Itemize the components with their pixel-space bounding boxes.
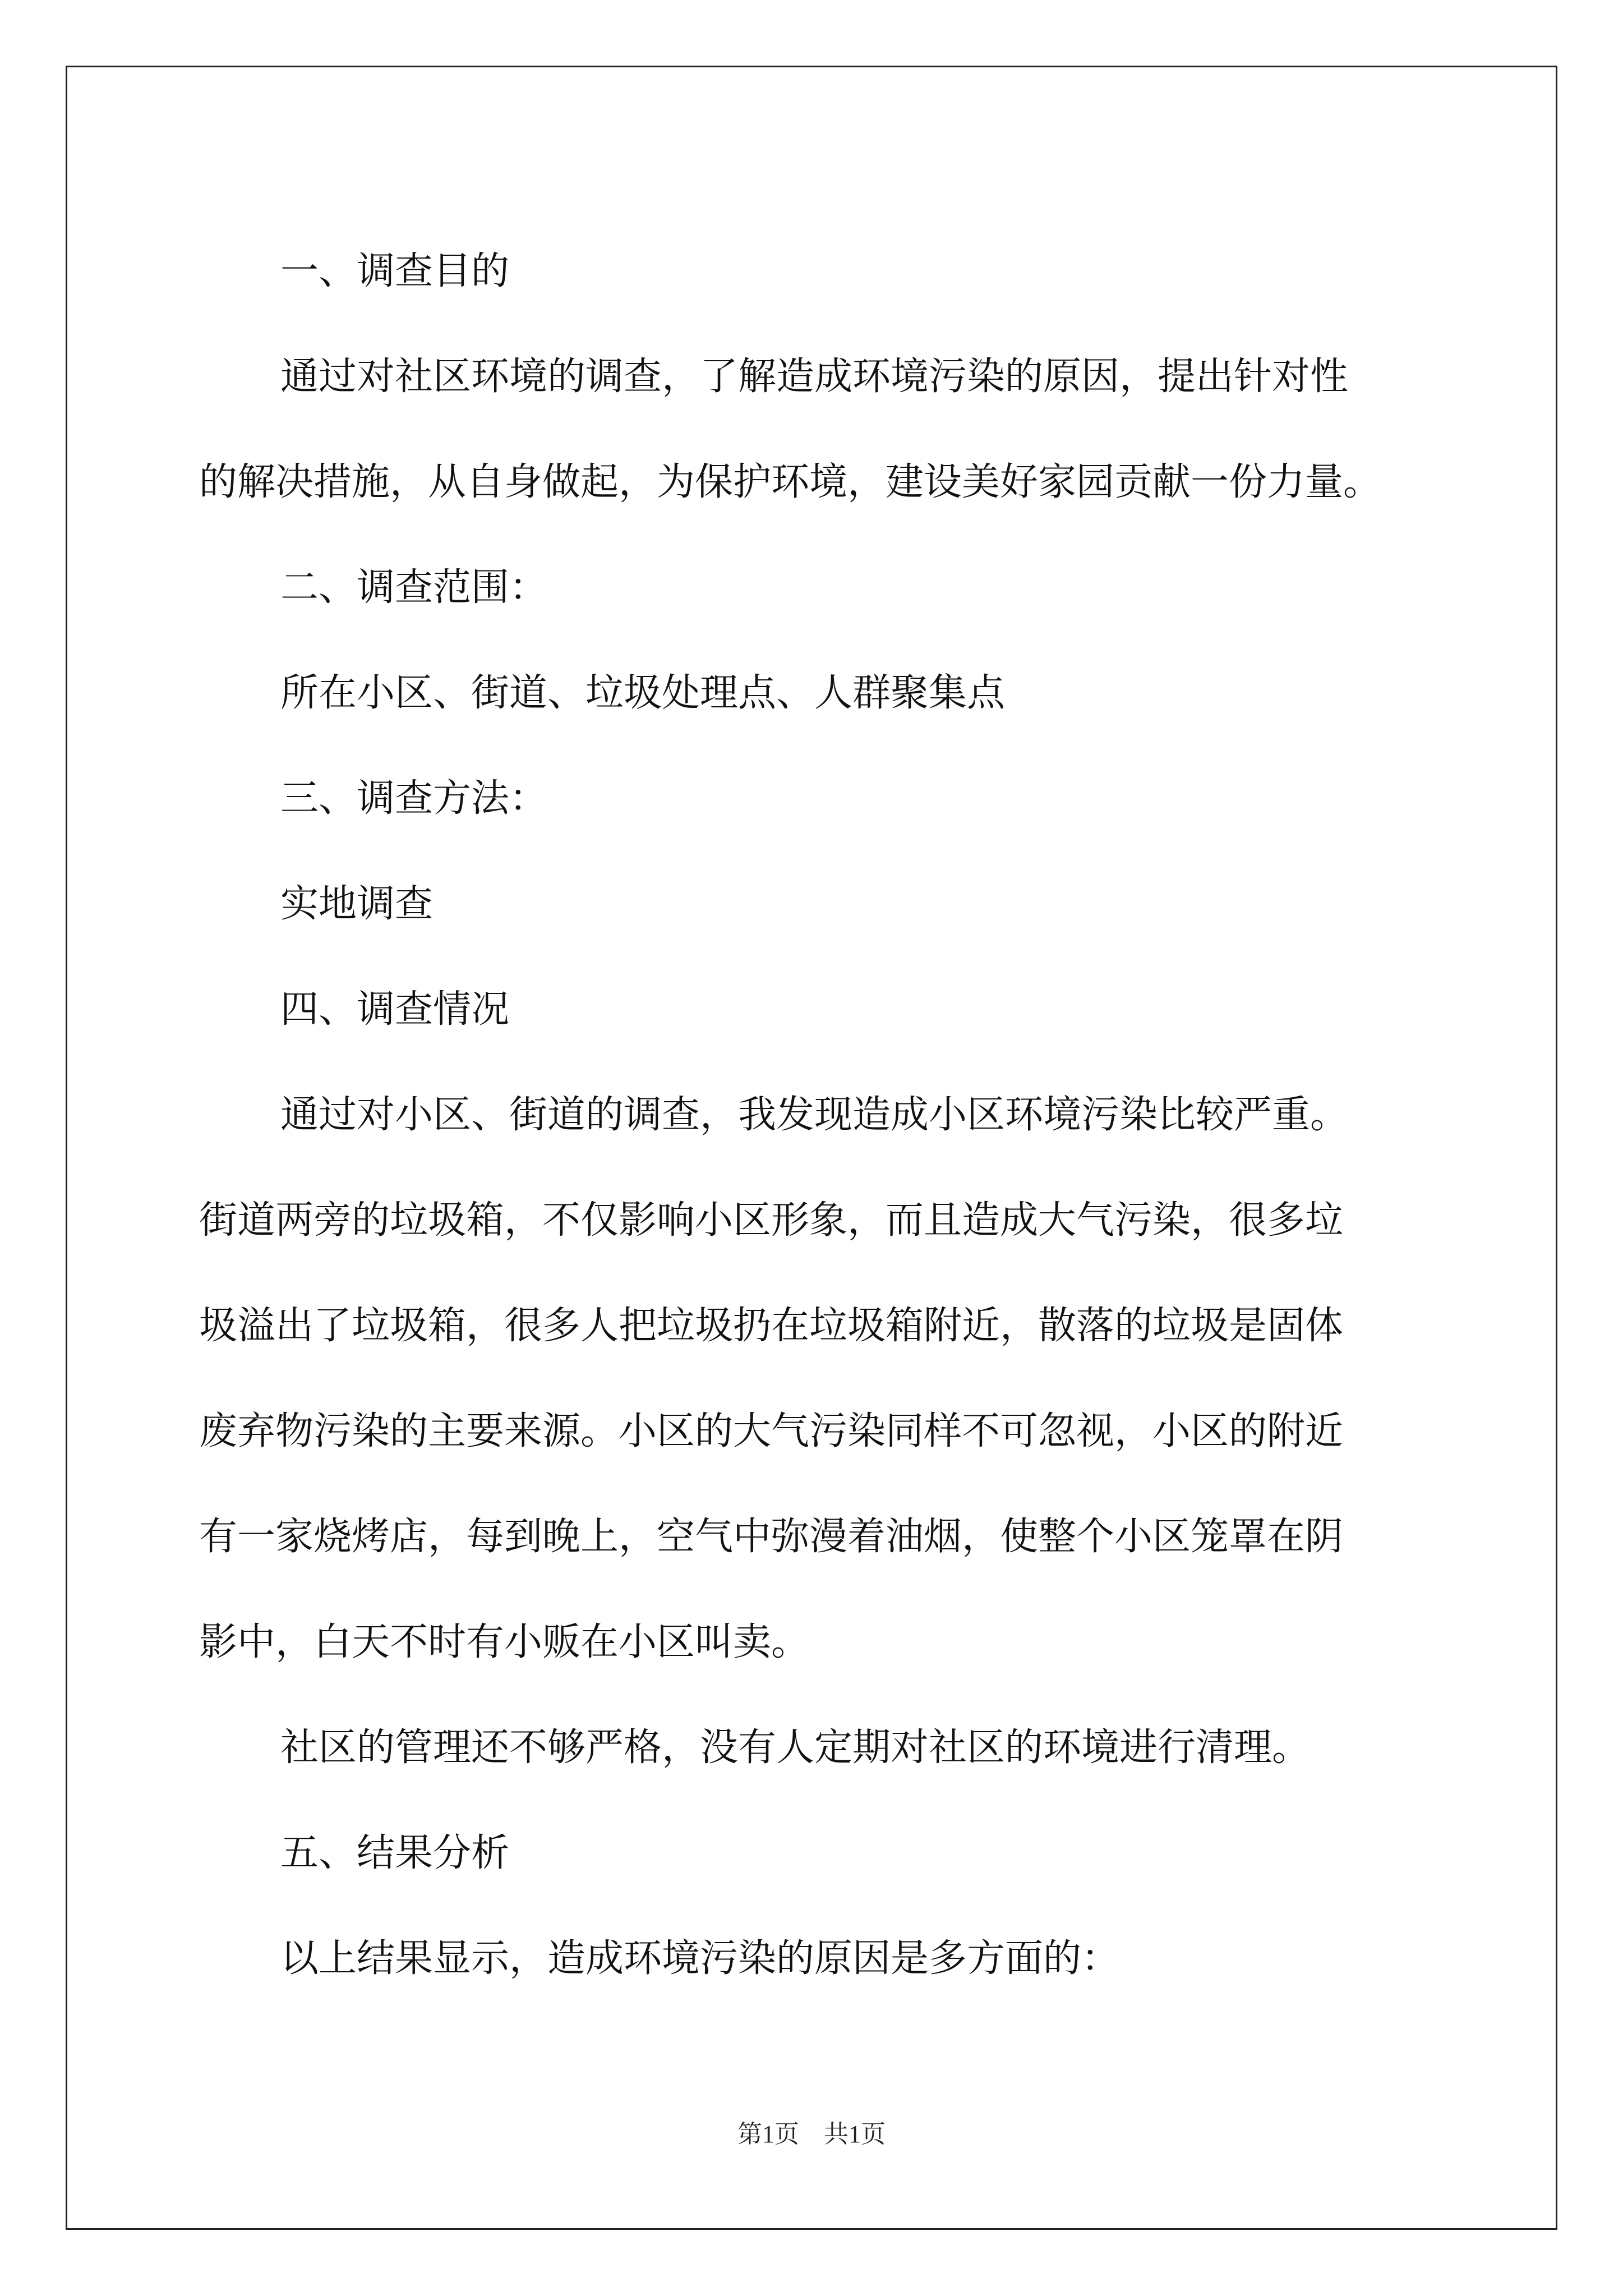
page-number-footer: 第1页 共1页 (737, 2120, 886, 2148)
paragraph-line: 影中，白天不时有小贩在小区叫卖。 (199, 1620, 810, 1664)
paragraph-line: 以上结果显示，造成环境污染的原因是多方面的： (280, 1936, 1120, 1981)
section-heading-purpose: 一、调查目的 (280, 249, 510, 293)
document-body (199, 219, 1438, 2012)
paragraph-line: 社区的管理还不够严格，没有人定期对社区的环境进行清理。 (280, 1726, 1311, 1770)
paragraph-line: 圾溢出了垃圾箱，很多人把垃圾扔在垃圾箱附近，散落的垃圾是固体 (199, 1304, 1344, 1348)
section-heading-analysis: 五、结果分析 (280, 1831, 510, 1875)
section-heading-method: 三、调查方法： (280, 776, 548, 821)
paragraph-line: 的解决措施，从自身做起，为保护环境，建设美好家园贡献一份力量。 (199, 460, 1382, 504)
paragraph-line: 废弃物污染的主要来源。小区的大气污染同样不可忽视，小区的附近 (199, 1409, 1344, 1453)
paragraph-line: 街道两旁的垃圾箱，不仅影响小区形象，而且造成大气污染，很多垃 (199, 1198, 1344, 1243)
paragraph-line: 通过对小区、街道的调查，我发现造成小区环境污染比较严重。 (280, 1093, 1349, 1137)
paragraph-line: 实地调查 (280, 882, 434, 926)
section-heading-scope: 二、调查范围： (280, 565, 548, 610)
paragraph-line: 所在小区、街道、垃圾处理点、人群聚集点 (280, 671, 1006, 715)
paragraph-line: 通过对社区环境的调查，了解造成环境污染的原因，提出针对性 (280, 355, 1349, 399)
section-heading-situation: 四、调查情况 (280, 987, 510, 1032)
paragraph-line: 有一家烧烤店，每到晚上，空气中弥漫着油烟，使整个小区笼罩在阴 (199, 1515, 1344, 1559)
